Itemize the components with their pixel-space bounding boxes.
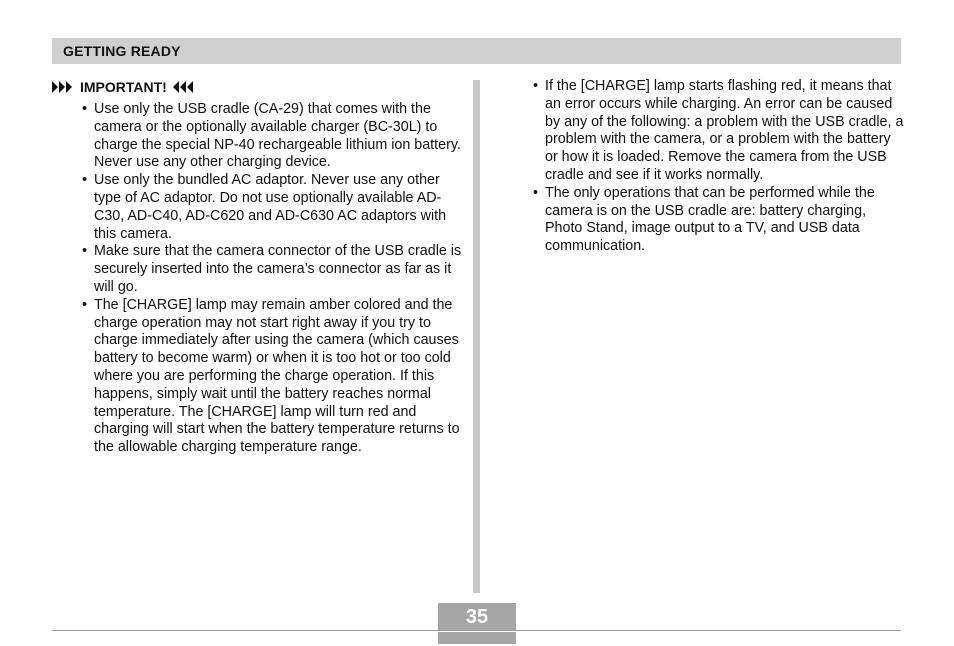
- left-column: [82, 101, 462, 457]
- triple-left-arrow-icon: [173, 81, 195, 93]
- important-heading: [52, 78, 195, 96]
- right-column: [533, 78, 905, 256]
- footer-rule: [52, 630, 901, 631]
- important-list-continued: [533, 78, 905, 256]
- page-number: 35: [465, 606, 489, 628]
- important-list: [82, 101, 462, 457]
- list-item: • If the [CHARGE] lamp starts flashing red, it means that an error occurs while charging. An error can be caused by any of the following: a problem with the USB cradle, a problem with the camera, or a problem with the battery or how it is loaded. Remove the camera from the USB cradle and see if it works normally.: [533, 78, 904, 183]
- list-item: • Make sure that the camera connector of the USB cradle is securely inserted into the camera’s connector as far as it will go.: [82, 243, 462, 295]
- list-item: • Use only the bundled AC adaptor. Never use any other type of AC adaptor. Do not use optionally available AD-C30, AD-C40, AD-C620 and AD-C630 AC adaptors with this camera.: [82, 172, 447, 242]
- list-item: • The only operations that can be performed while the camera is on the USB cradle are: battery charging, Photo Stand, image output to a TV, and USB data communication.: [533, 184, 875, 255]
- section-title: GETTING READY: [63, 43, 181, 59]
- important-label: IMPORTANT!: [80, 79, 167, 95]
- column-divider: [473, 80, 480, 593]
- page-number-tab: [438, 603, 516, 644]
- list-item: • The [CHARGE] lamp may remain amber colored and the charge operation may not start right away if you try to charge immediately after using the camera (which causes battery to become warm) or when it is too hot or too cold where you are performing the charge operation. If this happens, simply wait until the battery reaches normal temperature. The [CHARGE] lamp will turn red and charging will start when the battery temperature returns to the allowable charging temperature range.: [82, 296, 460, 456]
- section-header: [52, 38, 901, 64]
- triple-right-arrow-icon: [52, 81, 74, 93]
- list-item: • Use only the USB cradle (CA-29) that comes with the camera or the optionally available charger (BC-30L) to charge the special NP-40 rechargeable lithium ion battery. Never use any other charging device.: [82, 101, 461, 171]
